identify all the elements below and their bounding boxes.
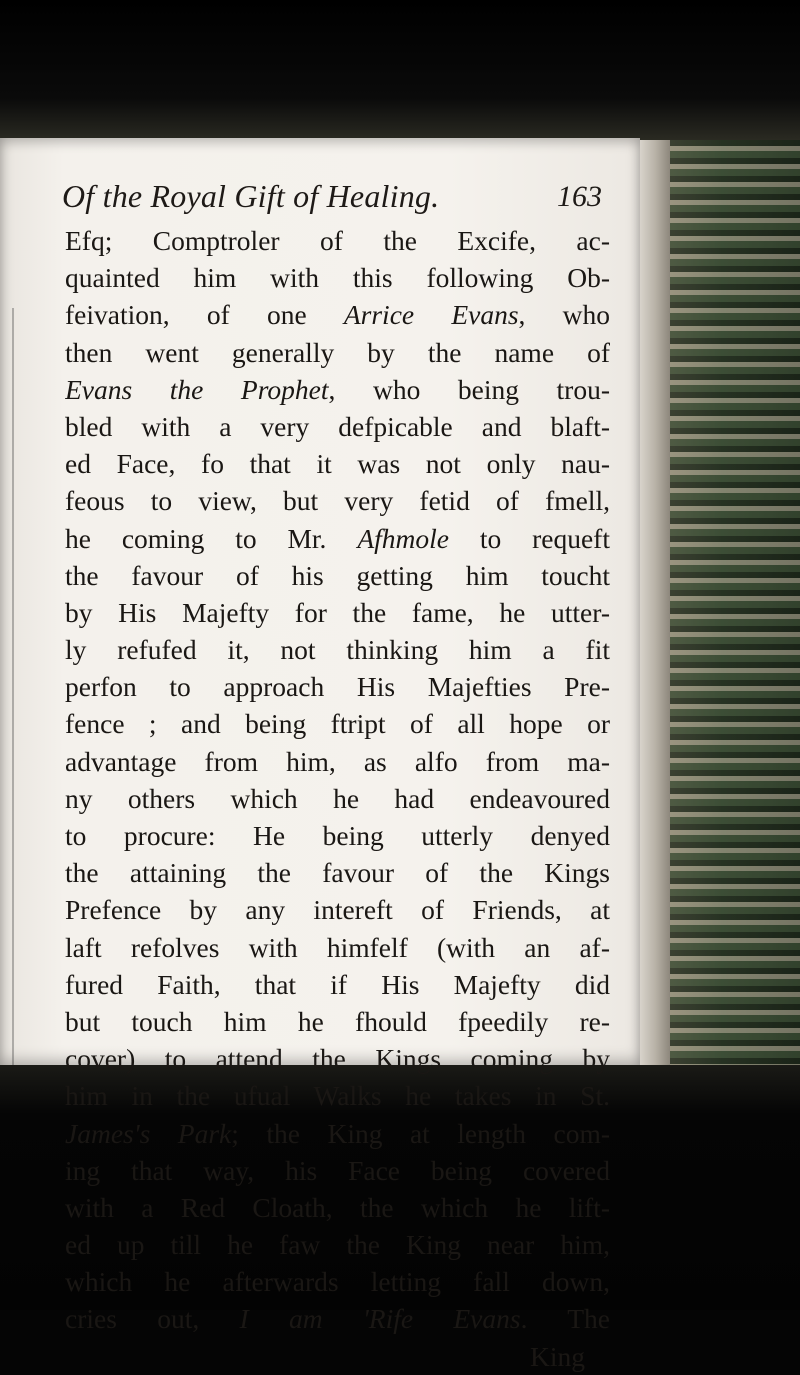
text-line: feivation, of one Arrice Evans, who xyxy=(65,299,610,331)
text-line: he coming to Mr. Afhmole to requeft xyxy=(65,522,610,554)
text-line: ed Face, fo that it was not only nau- xyxy=(65,448,610,480)
text-line: ny others which he had endeavoured xyxy=(65,782,610,814)
text-line: to procure: He being utterly denyed xyxy=(65,820,610,851)
page-edge-rule xyxy=(12,308,14,1188)
text-line: by His Majefty for the fame, he utter- xyxy=(65,596,610,628)
text-line: quainted him with this following Ob- xyxy=(65,262,610,294)
text-line: advantage from him, as alfo from ma- xyxy=(65,745,610,777)
text-line: then went generally by the name of xyxy=(65,336,610,368)
text-line: him in the ufual Walks he takes in St. xyxy=(65,1080,610,1112)
text-line: cover) to attend the Kings coming by xyxy=(65,1043,610,1075)
catchword: King xyxy=(530,1340,585,1372)
text-line: perfon to approach His Majefties Pre- xyxy=(65,671,610,703)
text-line: Efq; Comptroler of the Excife, ac- xyxy=(65,225,610,256)
text-line: the favour of his getting him toucht xyxy=(65,559,610,591)
text-line: but touch him he fhould fpeedily re- xyxy=(65,1005,610,1037)
text-line: cries out, I am 'Rife Evans. The xyxy=(65,1303,610,1335)
text-line: fence ; and being ftript of all hope or xyxy=(65,708,610,740)
text-line: Prefence by any intereft of Friends, at xyxy=(65,894,610,926)
text-line: ed up till he faw the King near him, xyxy=(65,1229,610,1261)
running-title: Of the Royal Gift of Healing. xyxy=(62,178,440,214)
marbled-fore-edge xyxy=(670,140,800,1065)
text-line: fured Faith, that if His Majefty did xyxy=(65,968,610,1000)
text-line: bled with a very defpicable and blaft- xyxy=(65,410,610,442)
text-line: which he afterwards letting fall down, xyxy=(65,1266,610,1298)
body-text xyxy=(65,222,610,1375)
text-line: the attaining the favour of the Kings xyxy=(65,857,610,889)
text-line: Evans the Prophet, who being trou- xyxy=(65,373,610,405)
text-line: with a Red Cloath, the which he lift- xyxy=(65,1191,610,1223)
text-line: James's Park; the King at length com- xyxy=(65,1117,610,1149)
text-line: laft refolves with himfelf (with an af- xyxy=(65,931,610,963)
text-line: ing that way, his Face being covered xyxy=(65,1154,610,1186)
text-line: ly refufed it, not thinking him a fit xyxy=(65,634,610,666)
top-background xyxy=(0,0,800,140)
page-number: 163 xyxy=(557,180,602,213)
text-line: feous to view, but very fetid of fmell, xyxy=(65,485,610,517)
page-header xyxy=(62,178,622,224)
page-gutter xyxy=(640,140,670,1065)
